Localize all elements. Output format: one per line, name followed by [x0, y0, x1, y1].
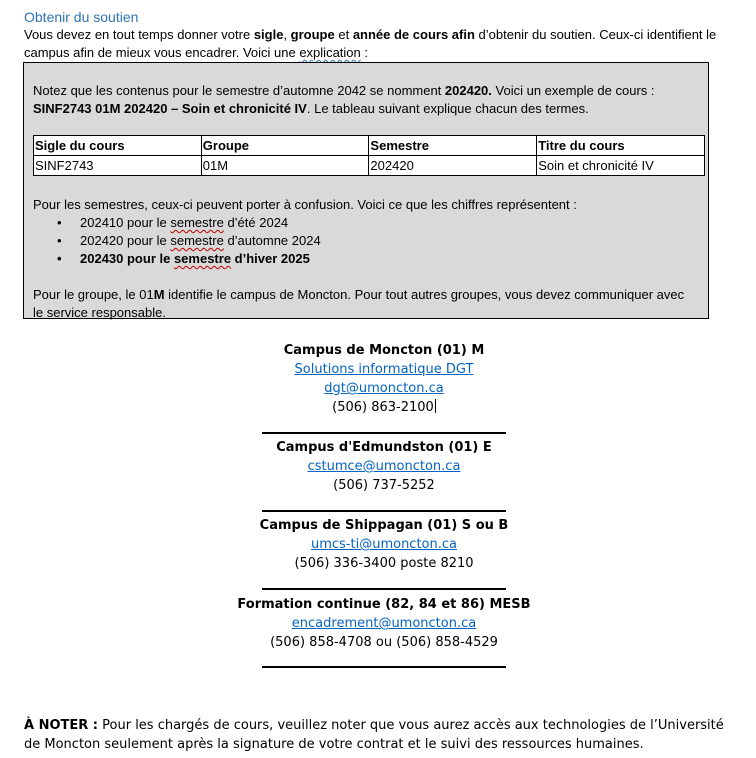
table-cell: SINF2743 [34, 156, 202, 176]
intro-text: , [283, 27, 291, 42]
separator-line [262, 510, 506, 512]
course-code-table [33, 135, 705, 176]
table-cell: 01M [201, 156, 369, 176]
table-header: Semestre [369, 136, 537, 156]
list-item: • 202420 pour le semestre d’automne 2024 [57, 233, 321, 248]
campus-name: Campus d'Edmundston (01) E [276, 440, 492, 455]
semester-list [33, 214, 321, 268]
formation-continue-block [200, 595, 568, 652]
separator-line [262, 432, 506, 434]
note-box [23, 62, 709, 319]
campus-moncton-block [200, 341, 568, 417]
separator-line [262, 666, 506, 668]
table-cell: Soin et chronicité IV [537, 156, 705, 176]
intro-bold-annee: année de cours afin [352, 27, 475, 42]
table-header: Groupe [201, 136, 369, 156]
email-link[interactable]: umcs-ti@umoncton.ca [310, 537, 457, 552]
note-paragraph-3: Pour le groupe, le 01M identifie le campus de Moncton. Pour tout autres groupes, vous devez communiquer avec le service responsable. [33, 287, 685, 320]
text-cursor [435, 399, 436, 413]
email-link[interactable]: cstumce@umoncton.ca [307, 459, 461, 474]
footer-label: À NOTER : [24, 718, 99, 733]
email-link[interactable]: encadrement@umoncton.ca [291, 616, 477, 631]
table-cell: 202420 [369, 156, 537, 176]
section-heading: Obtenir du soutien [24, 9, 139, 25]
campus-name: Campus de Moncton (01) M [283, 343, 485, 358]
intro-text: Vous devez en tout temps donner votre [24, 27, 254, 42]
table-header: Sigle du cours [34, 136, 202, 156]
intro-text: : [360, 45, 368, 60]
bullet-icon: • [57, 251, 62, 266]
explication-word: explication [299, 45, 361, 60]
footer-note [24, 716, 740, 754]
table-header-row [34, 136, 705, 156]
note-paragraph-2: Pour les semestres, ceux-ci peuvent porter à confusion. Voici ce que les chiffres représentent : [33, 197, 577, 212]
phone-line: (506) 858-4708 ou (506) 858-4529 [270, 635, 498, 650]
campus-name: Campus de Shippagan (01) S ou B [259, 518, 509, 533]
intro-text: d’obtenir du soutien. Ceux-ci identifient le campus afin de mieux vous encadrer. Voici une [24, 27, 717, 60]
intro-bold-groupe: groupe [290, 27, 335, 42]
email-link[interactable]: dgt@umoncton.ca [324, 381, 444, 396]
list-item: • 202410 pour le semestre d’été 2024 [57, 215, 289, 230]
intro-bold-sigle: sigle [253, 27, 284, 42]
phone-line: (506) 737-5252 [333, 478, 435, 493]
campus-edmundston-block [200, 438, 568, 495]
phone-line: (506) 863-2100 [332, 400, 434, 415]
table-row [34, 156, 705, 176]
bullet-icon: • [57, 233, 62, 248]
footer-text: Pour les chargés de cours, veuillez noter que vous aurez accès aux technologies de l’Université de Moncton seulement après la signature de votre contrat et le suivi des ressources humaines. [24, 718, 724, 752]
campus-name: Formation continue (82, 84 et 86) MESB [237, 597, 531, 612]
table-header: Titre du cours [537, 136, 705, 156]
dgt-link[interactable]: Solutions informatique DGT [294, 362, 474, 377]
bullet-icon: • [57, 215, 62, 230]
note-paragraph-1: Notez que les contenus pour le semestre d’automne 2042 se nomment 202420. Voici un exemple de cours : SINF2743 01M 202420 – Soin et chronicité IV. Le tableau suivant explique chacun des termes. [33, 83, 655, 116]
intro-text: et [334, 27, 353, 42]
intro-paragraph [24, 26, 740, 62]
list-item: • 202430 pour le semestre d’hiver 2025 [57, 251, 310, 266]
phone-line: (506) 336-3400 poste 8210 [294, 556, 474, 571]
campus-shippagan-block [200, 516, 568, 573]
separator-line [262, 588, 506, 590]
